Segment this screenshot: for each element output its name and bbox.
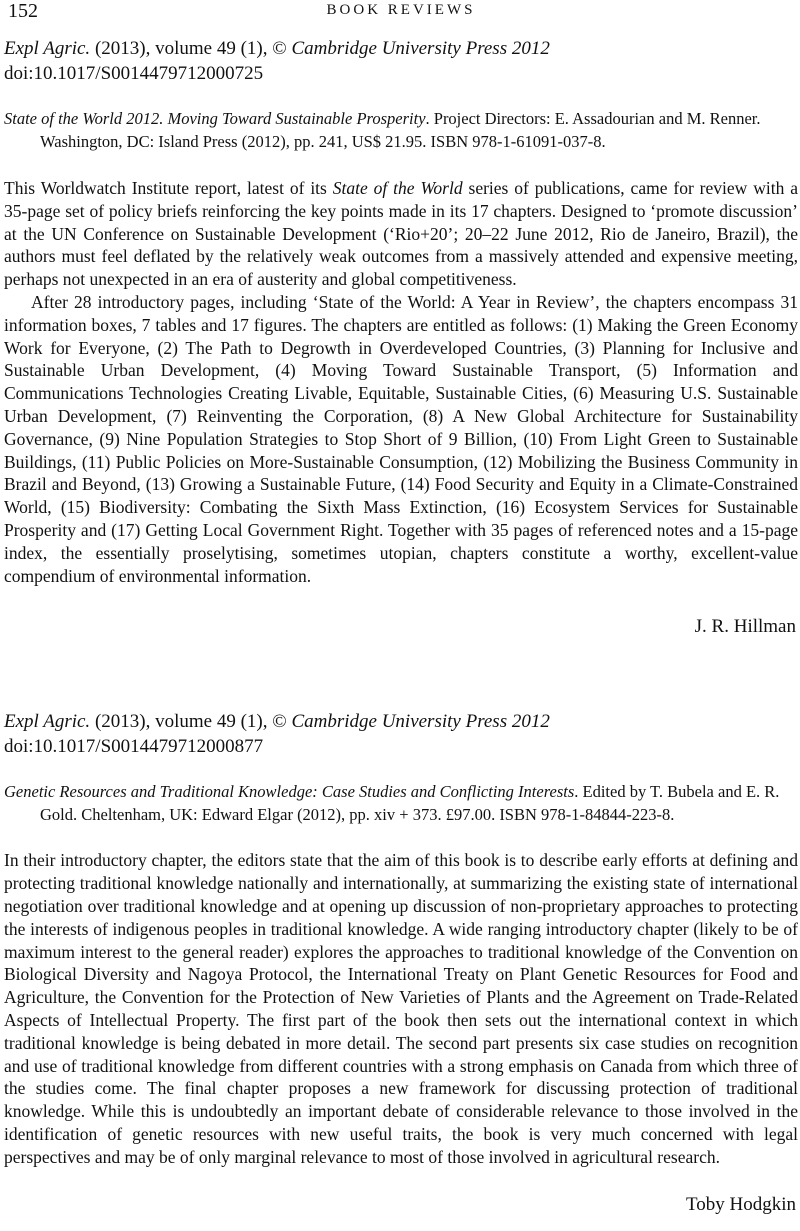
- book-title: State of the World 2012. Moving Toward Sustainable Prosperity: [4, 109, 426, 128]
- review-body: [4, 849, 798, 1168]
- reviewer-name: Toby Hodgkin: [685, 1193, 796, 1215]
- series-title: State of the World: [332, 178, 463, 198]
- copyright-holder: Cambridge University Press 2012: [291, 711, 550, 733]
- book-citation: [4, 780, 798, 826]
- paragraph-text: This Worldwatch Institute report, latest of its: [4, 178, 333, 198]
- reviewer-name: J. R. Hillman: [694, 616, 796, 638]
- book-title: Genetic Resources and Traditional Knowledge: Case Studies and Conflicting Interests: [4, 782, 575, 802]
- book-citation: [4, 107, 798, 153]
- journal-volume: (2013), volume 49 (1), ©: [90, 711, 292, 733]
- review-1: [4, 37, 798, 638]
- page-number: 152: [8, 0, 38, 22]
- doi: doi:10.1017/S0014479712000725: [4, 63, 264, 84]
- journal-citation: [4, 710, 798, 734]
- review-paragraph: After 28 introductory pages, including ‘State of the World: A Year in Review’, the chapters encompass 31 information boxes, 7 tables and 17 figures. The chapters are entitled as follows: (1) Making the Green Economy Work for Everyone, (2) The Path to Degrowth in Overdeveloped Countries, (3) Planning for Inclusive and Sustainable Urban Development, (4) Moving Toward Sustainable Transport, (5) Information and Communications Technologies Creating Livable, Equitable, Sustainable Cities, (6) Measuring U.S. Sustainable Urban Development, (7) Reinventing the Corporation, (8) A New Global Architecture for Sustainability Governance, (9) Nine Population Strategies to Stop Short of 9 Billion, (10) From Light Green to Sustainable Buildings, (11) Public Policies on More-Sustainable Consumption, (12) Mobilizing the Business Community in Brazil and Beyond, (13) Growing a Sustainable Future, (14) Food Security and Equity in a Climate-Constrained World, (15) Biodiversity: Combating the Sixth Mass Extinction, (16) Ecosystem Services for Sustainable Prosperity and (17) Getting Local Government Right. Together with 35 pages of referenced notes and a 15-page index, the essentially proselytising, sometimes utopian, chapters constitute a worthy, excellent-value compendium of environmental information.: [4, 291, 798, 586]
- running-head: BOOK REVIEWS: [326, 2, 476, 18]
- journal-name: Expl Agric.: [4, 711, 91, 733]
- review-paragraph: [4, 177, 798, 291]
- review-2: [4, 710, 798, 1215]
- book-details: . Edited by T. Bubela and E. R. Gold. Cheltenham, UK: Edward Elgar (2012), pp. xiv + 373. £97.00. ISBN 978-1-84844-223-8.: [40, 782, 780, 825]
- review-body: [4, 177, 798, 587]
- journal-volume: (2013), volume 49 (1), ©: [90, 38, 292, 59]
- copyright-holder: Cambridge University Press 2012: [291, 38, 550, 59]
- journal-citation: [4, 37, 798, 61]
- page-header: [4, 0, 798, 26]
- paragraph-text: series of publications, came for review with a 35-page set of policy briefs reinforcing the key points made in its 17 chapters. Designed to ‘promote discussion’ at the UN Conference on Sustainable Development (‘Rio+20’; 20–22 June 2012, Rio de Janeiro, Brazil), the authors must feel deflated by the relatively weak outcomes from a massively attended and expensive meeting, perhaps not unexpected in an era of austerity and global competitiveness.: [4, 178, 798, 290]
- journal-name: Expl Agric.: [4, 38, 91, 59]
- book-details: . Project Directors: E. Assadourian and M. Renner. Washington, DC: Island Press (2012), pp. 241, US$ 21.95. ISBN 978-1-61091-037-8.: [40, 109, 761, 151]
- review-paragraph: In their introductory chapter, the editors state that the aim of this book is to describe early efforts at defining and protecting traditional knowledge nationally and internationally, at summarizing the existing state of international negotiation over traditional knowledge and at opening up discussion of non-proprietary approaches to protecting the interests of indigenous peoples in traditional knowledge. A wide ranging introductory chapter (likely to be of maximum interest to the general reader) explores the approaches to traditional knowledge of the Convention on Biological Diversity and Nagoya Protocol, the International Treaty on Plant Genetic Resources for Food and Agriculture, the Convention for the Protection of New Varieties of Plants and the Agreement on Trade-Related Aspects of Intellectual Property. The first part of the book then sets out the international context in which traditional knowledge is being debated in more detail. The second part presents six case studies on recognition and use of traditional knowledge from different countries with a strong emphasis on Canada from which three of the studies come. The final chapter proposes a new framework for discussing protection of traditional knowledge. While this is undoubtedly an important debate of considerable relevance to those involved in the identification of genetic resources with new useful traits, the book is very much concerned with legal perspectives and may be of only marginal relevance to most of those involved in agricultural research.: [4, 850, 798, 1167]
- doi: doi:10.1017/S0014479712000877: [4, 736, 264, 758]
